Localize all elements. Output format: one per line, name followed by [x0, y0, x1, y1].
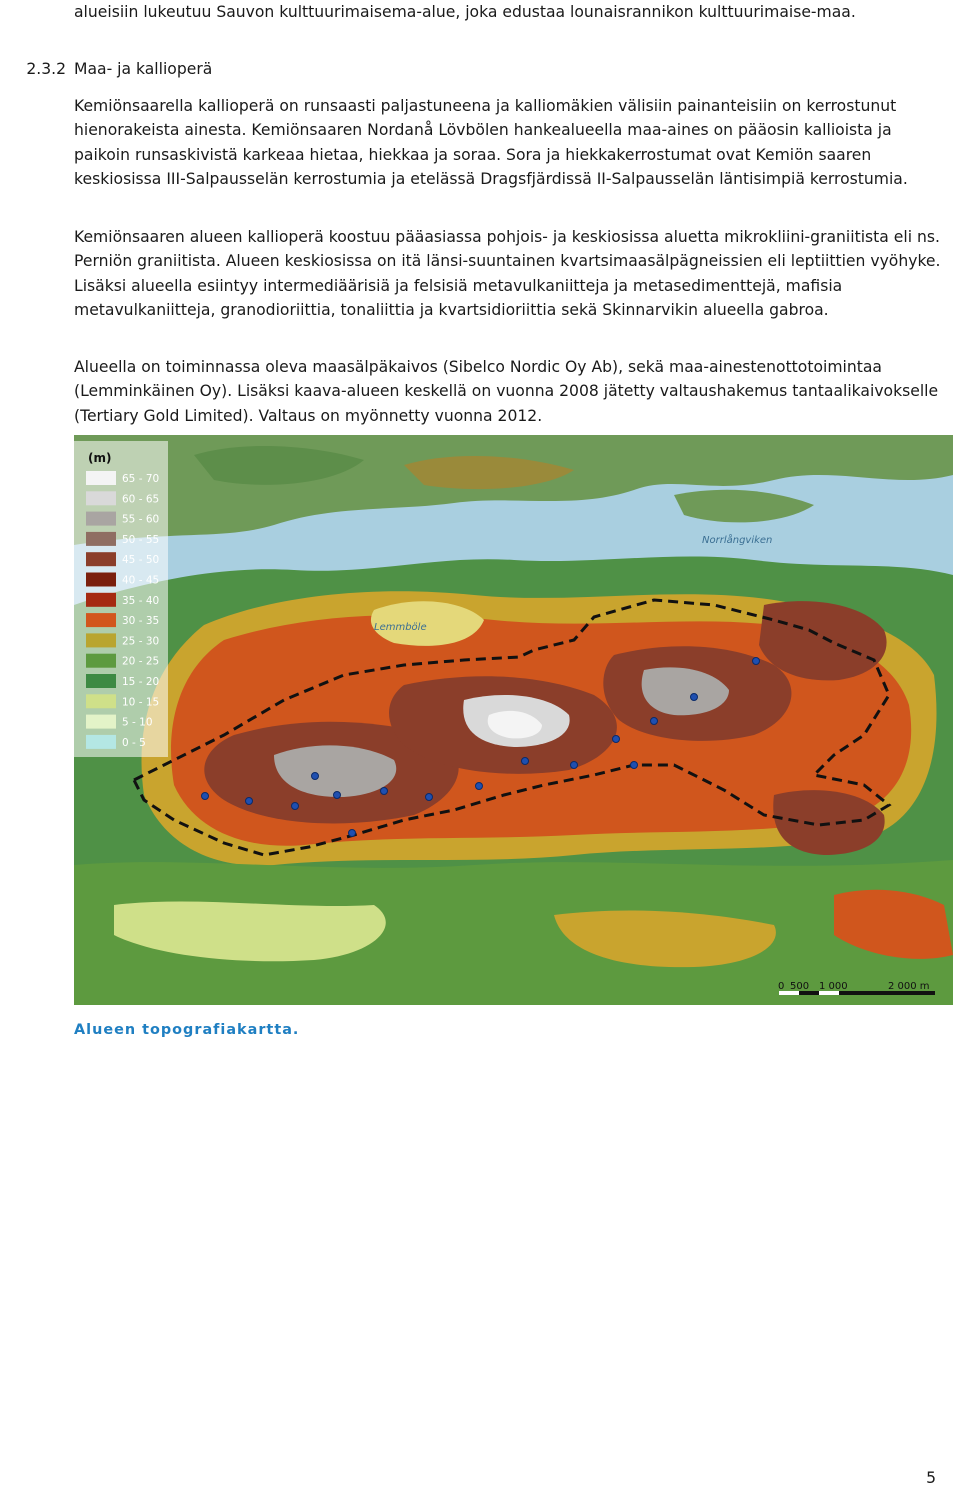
legend-swatch: [86, 694, 116, 708]
legend-swatch: [86, 471, 116, 485]
figure-caption: Alueen topografiakartta.: [74, 1022, 300, 1038]
legend-label: 65 - 70: [122, 473, 160, 485]
legend-label: 60 - 65: [122, 493, 160, 506]
section-heading: [0, 60, 960, 84]
legend-label: 35 - 40: [122, 594, 160, 607]
legend-label: 30 - 35: [122, 615, 160, 628]
map-image: [74, 435, 953, 1005]
section-title: Maa- ja kallioperä: [74, 60, 213, 78]
legend-label: 45 - 50: [122, 554, 160, 567]
legend-swatch: [86, 532, 116, 546]
legend-swatch: [86, 674, 116, 688]
legend-label: 55 - 60: [122, 513, 160, 526]
place-lemmbole: Lemmböle: [374, 622, 427, 633]
body-paragraph-2: Kemiönsaaren alueen kallioperä koostuu pääasiassa pohjois- ja keskiosissa aluetta mikrokliini-graniitista eli ns. Perniön graniitista. Alueen keskiosissa on itä länsi-suuntainen kvartsimaasälpägneissien eli leptiittien vyöhyke. Lisäksi alueella esiintyy intermediäärisiä ja felsisiä metavulkaniitteja ja metasedimenttejä, mafisia metavulkaniitteja, granodioriittia, tonaliittia ja kvartsidioriittia sekä Skinnarvikin alueella gabroa.: [74, 228, 941, 320]
place-norrlangviken: Norrlångviken: [702, 535, 773, 546]
legend-swatch: [86, 552, 116, 566]
scale-label-1000: 1 000: [819, 981, 848, 992]
legend-swatch: [86, 491, 116, 505]
scale-label-0: 0: [778, 981, 785, 992]
legend-swatch: [86, 633, 116, 647]
body-paragraph-3: Alueella on toiminnassa oleva maasälpäkaivos (Sibelco Nordic Oy Ab), sekä maa-ainestenottotoimintaa (Lemminkäinen Oy). Lisäksi kaava-alueen keskellä on vuonna 2008 jätetty valtaushakemus tantaalikaivokselle (Tertiary Gold Limited). Valtaus on myönnetty vuonna 2012.: [74, 358, 939, 425]
legend-swatch: [86, 735, 116, 749]
legend-swatch: [86, 715, 116, 729]
legend-label: 10 - 15: [122, 696, 160, 709]
legend-swatch: [86, 512, 116, 526]
intro-paragraph-tail: alueisiin lukeutuu Sauvon kulttuurimaisema-alue, joka edustaa lounaisrannikon kulttuurimaise-maa.: [74, 3, 856, 21]
legend-swatch: [86, 613, 116, 627]
legend-swatch: [86, 573, 116, 587]
legend-label: 40 - 45: [122, 574, 160, 587]
page-number: 5: [926, 1469, 936, 1487]
legend-label: 0 - 5: [122, 736, 146, 749]
elevation-legend: [74, 441, 168, 757]
topography-map: [74, 435, 953, 1005]
scale-label-500: 500: [790, 981, 810, 992]
legend-label: 20 - 25: [122, 655, 160, 668]
legend-label: 15 - 20: [122, 676, 160, 688]
legend-swatch: [86, 654, 116, 668]
section-number: 2.3.2: [26, 60, 66, 78]
legend-label: 50 - 55: [122, 533, 160, 546]
legend-swatch: [86, 593, 116, 607]
legend-title: (m): [88, 451, 112, 465]
body-paragraph-1: Kemiönsaarella kallioperä on runsaasti paljastuneena ja kalliomäkien välisiin painanteisiin on kerrostunut hienorakeista ainesta. Kemiönsaaren Nordanå Lövbölen hankealueella maa-aines on pääosin kallioista ja paikoin runsaskivistä karkeaa hietaa, hiekkaa ja soraa. Sora ja hiekkakerrostumat ovat Kemiön saaren keskiosissa III-Salpausselän kerrostumia ja etelässä Dragsfjärdissä II-Salpausselän läntisimpiä kerrostumia.: [74, 97, 908, 189]
scale-label-2000: 2 000 m: [888, 981, 930, 992]
legend-label: 5 - 10: [122, 716, 153, 729]
legend-label: 25 - 30: [122, 635, 160, 648]
